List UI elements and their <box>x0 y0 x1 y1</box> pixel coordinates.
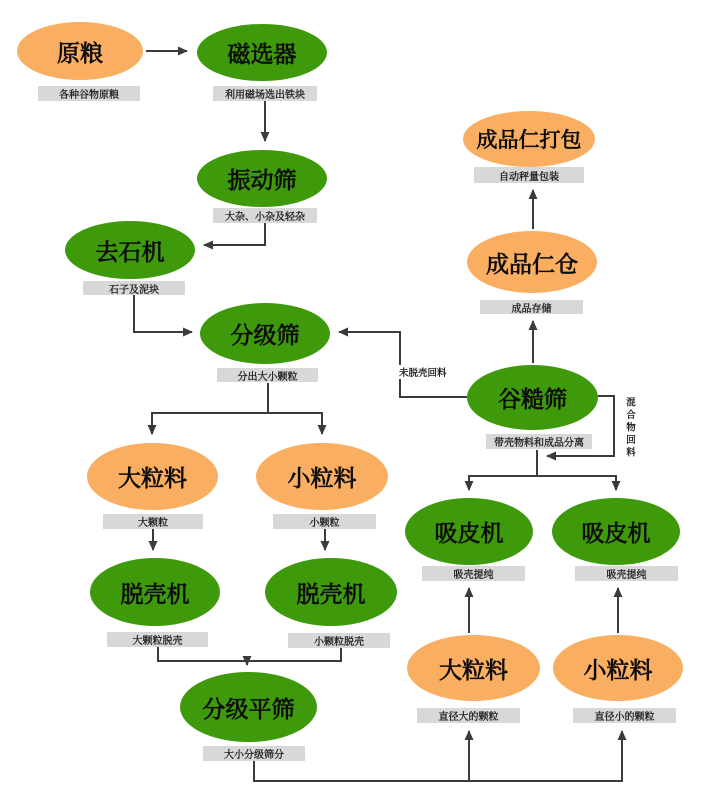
node-large-material-left-label: 大粒料 <box>118 465 187 491</box>
node-large-material-right-sublabel: 直径大的颗粒 <box>417 708 520 723</box>
node-flat-grading-screen-sublabel: 大小分级筛分 <box>203 746 305 761</box>
node-sheller-left-label: 脱壳机 <box>120 580 190 607</box>
node-husk-aspirator-right-label: 吸皮机 <box>581 520 651 546</box>
edge-label-unhulled-return: 未脱壳回料 <box>399 365 447 379</box>
node-magnetic-separator <box>197 24 327 81</box>
node-large-material-left <box>87 443 218 510</box>
edge-sheller-right-to-junction <box>249 648 341 661</box>
node-paddy-separator-label: 谷糙筛 <box>498 386 567 412</box>
node-raw-grain-label: 原粮 <box>57 39 103 66</box>
node-grading-screen <box>200 303 330 364</box>
edge-paddy-separator-to-aspirator-left <box>469 450 537 490</box>
node-large-material-left-sublabel: 大颗粒 <box>103 514 203 529</box>
edge-flat-screen-to-small-right <box>469 731 622 781</box>
node-raw-grain-sublabel: 各种谷物原粮 <box>38 86 140 101</box>
node-husk-aspirator-right <box>552 498 680 565</box>
node-small-material-right <box>553 635 683 701</box>
node-grading-screen-label: 分级筛 <box>230 322 300 348</box>
node-kernel-bin-sublabel: 成品存储 <box>480 300 583 314</box>
node-large-material-right-label: 大粒料 <box>439 656 508 683</box>
node-small-material-left <box>256 443 388 510</box>
node-kernel-packing-label: 成品仁打包 <box>476 129 582 152</box>
node-husk-aspirator-left-label: 吸皮机 <box>434 520 504 546</box>
edge-paddy-separator-to-aspirator-right <box>537 476 616 490</box>
edge-vibrating-screen-to-destoner <box>204 223 265 245</box>
node-sheller-left-sublabel: 大颗粒脱壳 <box>107 632 208 647</box>
node-small-material-left-sublabel: 小颗粒 <box>273 514 376 529</box>
edge-grading-screen-to-small-left <box>268 413 322 434</box>
node-small-material-right-sublabel: 直径小的颗粒 <box>573 708 676 723</box>
node-flat-grading-screen <box>180 672 317 742</box>
node-vibrating-screen <box>197 150 327 207</box>
node-paddy-separator-sublabel: 带壳物料和成品分离 <box>486 434 592 449</box>
node-destoner-sublabel: 石子及泥块 <box>83 281 185 295</box>
edge-label-mixture-return: 混合物回料 <box>624 397 635 460</box>
node-paddy-separator <box>467 365 598 430</box>
node-magnetic-separator-label: 磁选器 <box>227 41 297 67</box>
node-sheller-left <box>90 558 220 626</box>
node-grading-screen-sublabel: 分出大小颗粒 <box>217 368 318 382</box>
node-small-material-left-label: 小粒料 <box>287 465 357 491</box>
edge-shellers-to-flat-grading-screen <box>158 647 247 665</box>
node-small-material-right-label: 小粒料 <box>583 656 653 683</box>
node-vibrating-screen-label: 振动筛 <box>227 167 297 193</box>
node-sheller-right-sublabel: 小颗粒脱壳 <box>288 633 390 648</box>
node-kernel-packing <box>463 111 595 167</box>
edge-grading-screen-to-large-left <box>152 383 268 434</box>
edge-destoner-to-grading-screen <box>134 295 192 332</box>
node-husk-aspirator-right-sublabel: 吸壳提纯 <box>575 566 678 581</box>
node-kernel-packing-sublabel: 自动秤量包装 <box>474 167 584 183</box>
node-husk-aspirator-left-sublabel: 吸壳提纯 <box>422 566 525 581</box>
node-destoner <box>65 221 195 279</box>
node-magnetic-separator-sublabel: 利用磁场选出铁块 <box>213 86 317 101</box>
node-raw-grain <box>17 22 143 80</box>
node-kernel-bin-label: 成品仁仓 <box>486 250 578 277</box>
node-destoner-label: 去石机 <box>95 238 165 265</box>
node-vibrating-screen-sublabel: 大杂、小杂及轻杂 <box>213 208 317 223</box>
node-sheller-right <box>265 558 397 626</box>
node-husk-aspirator-left <box>405 498 533 565</box>
node-large-material-right <box>407 635 540 701</box>
node-kernel-bin <box>467 231 597 293</box>
node-flat-grading-screen-label: 分级平筛 <box>202 695 295 722</box>
node-sheller-right-label: 脱壳机 <box>296 580 366 607</box>
